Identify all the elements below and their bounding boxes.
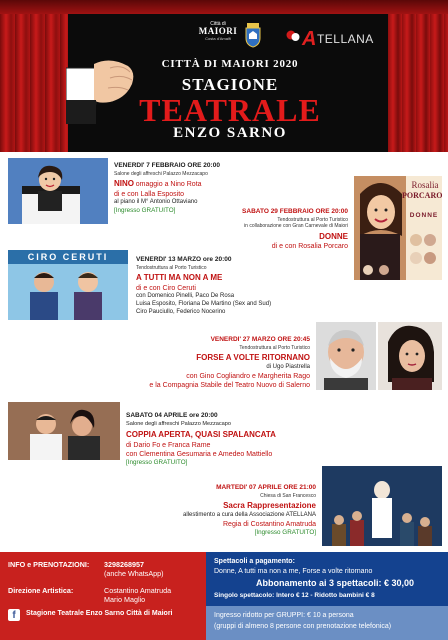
curtain-right [388, 0, 448, 152]
event-free-badge: [Ingresso GRATUITO] [114, 206, 176, 214]
event-date: VENERDI' 27 MARZO ORE 20:45 [210, 336, 310, 343]
event-venue: Salone degli affreschi Palazzo Mezzacapo [126, 420, 231, 427]
event-title: COPPIA APERTA, QUASI SPALANCATA [126, 429, 276, 439]
event-credits: allestimento a cura della Associazione ATELLANA [183, 511, 316, 518]
event-forse [110, 336, 310, 390]
event-cast-3: Ciro Pauciullo, Federico Nocerino [136, 308, 226, 315]
event-cast-2: Luisa Esposito, Floriana De Martino (Sex and Sud) [136, 300, 272, 307]
curtain-left [0, 0, 68, 152]
event-director: Regia di Costantino Amatruda [223, 520, 316, 528]
event-venue: Tendostruttura al Porto Turistico [239, 344, 310, 351]
event-sacra [110, 484, 316, 537]
event-date: MARTEDI' 07 APRILE ORE 21:00 [216, 484, 316, 491]
teatrale-title: TEATRALE [139, 92, 321, 128]
event-free-badge: [Ingresso GRATUITO] [254, 528, 316, 536]
event-author: di Dario Fo e Franca Rame [126, 441, 211, 449]
facebook-page-link[interactable]: Stagione Teatrale Enzo Sarno Città di Maiori [26, 610, 173, 617]
event-venue-note: in collaborazione con Gran Carnevale di Maiori [244, 223, 348, 230]
event-credits: con Clementina Gesumaria e Amedeo Mattiello [126, 450, 273, 458]
event-credits: di e con Ciro Ceruti [136, 284, 196, 292]
paid-shows: Donne, A tutti ma non a me, Forse a volte ritornano [214, 568, 373, 575]
event-coppia [126, 412, 326, 467]
stagione-title: STAGIONE [181, 75, 279, 94]
groups-price: Ingresso ridotto per GRUPPI: € 10 a persona [214, 612, 354, 619]
groups-condition: (gruppi di almeno 8 persone con prenotazione telefonica) [214, 623, 392, 630]
maiori-sub-label: Costa d'Amalfi [205, 35, 231, 41]
event-venue: Tendostruttura al Porto Turistico [277, 216, 348, 223]
event-donne [180, 208, 348, 252]
maiori-city-label: Città di [210, 21, 226, 27]
direzione-name-1: Costantino Amatruda [104, 586, 172, 595]
event-credits-2: al piano il M° Antonio Ottaviano [114, 198, 198, 205]
event-credits: di e con Rosalia Porcaro [271, 243, 348, 251]
event-title: A TUTTI MA NON A ME [136, 273, 223, 283]
event-subtitle: omaggio a Nino Rota [135, 181, 202, 189]
atellana-a-letter: A [302, 28, 317, 50]
logo-citta-di-maiori [196, 22, 272, 52]
maiori-name-label: MAIORI [198, 26, 238, 37]
footer-groups-panel [206, 606, 448, 640]
poster-name-first: Rosalia [411, 180, 439, 190]
event-date: SABATO 04 APRILE ore 20:00 [126, 412, 218, 419]
paid-label: Spettacoli a pagamento: [214, 558, 295, 565]
poster-name-last: PORCARO [402, 191, 442, 200]
event-title: DONNE [319, 231, 348, 241]
city-title: CITTÀ DI MAIORI 2020 [161, 58, 299, 70]
event-photo-rago [378, 322, 442, 390]
direzione-name-2: Mario Maglio [104, 595, 146, 604]
facebook-icon[interactable]: f [8, 609, 20, 621]
theatre-masks-icon [286, 28, 300, 44]
event-author: di Ugo Piastrella [266, 363, 310, 370]
event-credits: con Gino Cogliandro e Margherita Rago [186, 372, 310, 380]
event-venue: Tendostruttura al Porto Turistico [136, 264, 207, 271]
event-poster-donne [354, 176, 442, 280]
event-date: SABATO 29 FEBBRAIO ORE 20:00 [242, 208, 348, 215]
event-credits: di e con Lalla Esposito [114, 190, 185, 198]
event-venue: Salone degli affreschi Palazzo Mezzacapo [114, 170, 208, 177]
event-title: FORSE A VOLTE RITORNANO [196, 353, 310, 363]
event-photo-sacra [322, 466, 442, 546]
footer-info-panel [0, 552, 206, 640]
single-ticket-price: Singolo spettacolo: Intero € 12 - Ridotto bambini € 8 [214, 592, 375, 599]
info-phone[interactable]: 3298268957 [104, 560, 144, 569]
event-free-badge: [Ingresso GRATUITO] [126, 458, 188, 466]
poster-word: DONNE [409, 212, 439, 219]
event-a-tutti [136, 256, 336, 317]
photo-caption: CIRO CERUTI [27, 252, 109, 262]
header-banner [0, 0, 448, 152]
event-venue: Chiesa di San Francesco [260, 492, 316, 499]
subscription-price: Abbonamento ai 3 spettacoli: € 30,00 [256, 578, 415, 588]
event-company: e la Compagnia Stabile del Teatro Nuovo di Salerno [149, 381, 310, 389]
enzo-sarno-title: ENZO SARNO [173, 125, 287, 141]
info-whatsapp: (anche WhatsApp) [104, 569, 164, 578]
event-photo-cogliandro [316, 322, 376, 390]
footer-prices-panel [206, 552, 448, 606]
crest-icon [244, 22, 262, 48]
event-title: NINO [114, 179, 134, 189]
logo-atellana [286, 26, 390, 52]
event-photo-ciro-ceruti [8, 250, 128, 320]
direzione-label: Direzione Artistica: [8, 586, 74, 595]
event-photo-coppia [8, 402, 120, 460]
event-date: VENERDI' 7 FEBBRAIO ORE 20:00 [114, 162, 220, 169]
atellana-name: TELLANA [316, 32, 374, 46]
event-cast-1: con Domenico Pinelli, Paco De Rosa [136, 292, 235, 299]
curtain-valance [0, 0, 448, 14]
info-label: INFO e PRENOTAZIONI: [8, 560, 90, 569]
event-photo-nino [8, 158, 108, 224]
event-date: VENERDI' 13 MARZO ore 20:00 [136, 256, 232, 263]
event-title: Sacra Rappresentazione [223, 501, 316, 511]
